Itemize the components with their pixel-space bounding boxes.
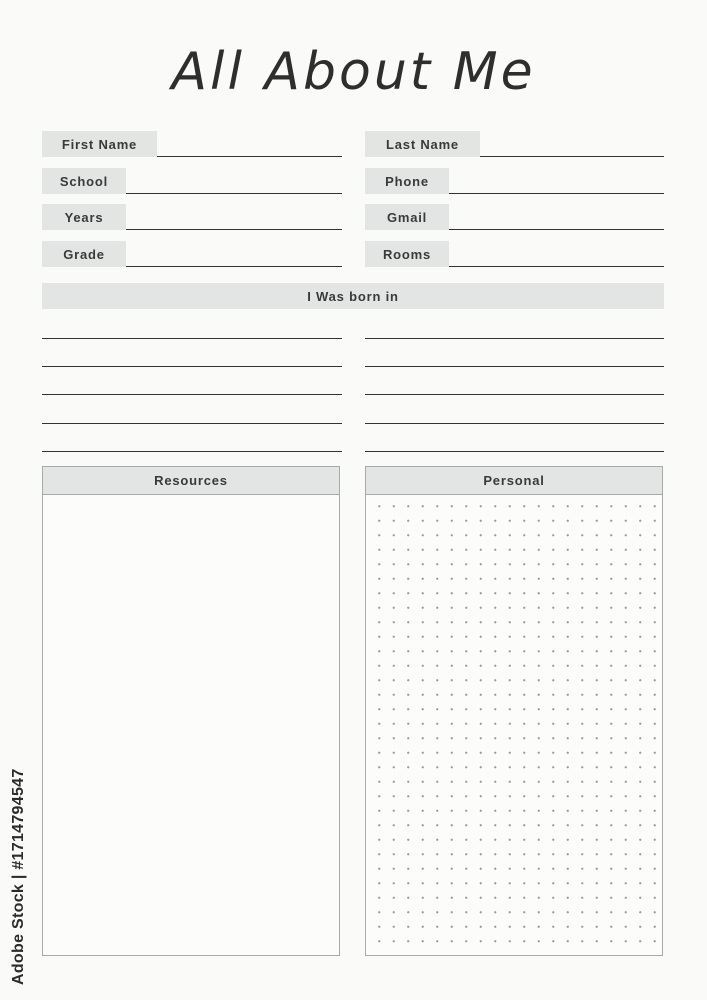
- first-name-label: First Name: [42, 131, 157, 157]
- stock-watermark: Adobe Stock | #1714794547: [10, 768, 27, 985]
- gmail-label: Gmail: [365, 204, 449, 230]
- born-in-bar: I Was born in: [42, 283, 664, 309]
- school-label: School: [42, 168, 126, 194]
- page-title: All About Me: [171, 42, 536, 102]
- writing-line[interactable]: [42, 338, 342, 339]
- writing-line[interactable]: [42, 394, 342, 395]
- grade-label: Grade: [42, 241, 126, 267]
- phone-label: Phone: [365, 168, 449, 194]
- school-line[interactable]: [126, 193, 342, 194]
- years-line[interactable]: [126, 229, 342, 230]
- years-label: Years: [42, 204, 126, 230]
- writing-line[interactable]: [42, 366, 342, 367]
- writing-line[interactable]: [365, 338, 664, 339]
- rooms-line[interactable]: [449, 266, 664, 267]
- first-name-line[interactable]: [157, 156, 342, 157]
- resources-box[interactable]: [42, 466, 340, 956]
- rooms-field[interactable]: [365, 241, 664, 267]
- resources-header: Resources: [43, 467, 339, 495]
- grade-line[interactable]: [126, 266, 342, 267]
- school-field[interactable]: [42, 168, 342, 194]
- writing-line[interactable]: [365, 394, 664, 395]
- first-name-field[interactable]: [42, 131, 342, 157]
- last-name-line[interactable]: [480, 156, 664, 157]
- writing-line[interactable]: [365, 423, 664, 424]
- gmail-field[interactable]: [365, 204, 664, 230]
- phone-field[interactable]: [365, 168, 664, 194]
- years-field[interactable]: [42, 204, 342, 230]
- rooms-label: Rooms: [365, 241, 449, 267]
- personal-header: Personal: [366, 467, 662, 495]
- writing-line[interactable]: [365, 451, 664, 452]
- personal-box[interactable]: [365, 466, 663, 956]
- writing-line[interactable]: [365, 366, 664, 367]
- dot-grid: [372, 499, 656, 951]
- last-name-label: Last Name: [365, 131, 480, 157]
- phone-line[interactable]: [449, 193, 664, 194]
- grade-field[interactable]: [42, 241, 342, 267]
- writing-line[interactable]: [42, 451, 342, 452]
- gmail-line[interactable]: [449, 229, 664, 230]
- last-name-field[interactable]: [365, 131, 664, 157]
- writing-line[interactable]: [42, 423, 342, 424]
